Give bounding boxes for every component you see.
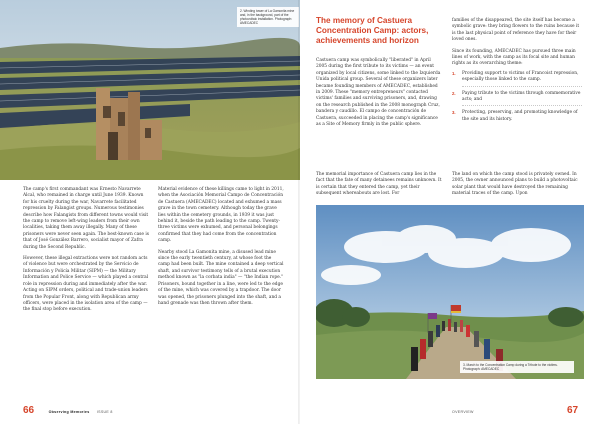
list-number: 1.	[452, 70, 456, 76]
list-text: Protecting, preserving, and promoting knowledge of the site and its history.	[462, 110, 578, 122]
objectives-list	[452, 71, 582, 123]
list-item	[452, 71, 582, 87]
paragraph: Nearby stood La Gamonita mine, a disused lead mine since the early twentieth century, at whose foot the camp had been built. The mine contained a deep vertical shaft, and survivor testimony tells of a brutal execution method known as "la corbata india" — "the Indian rope." Prisoners, bound together in a line, were led to the edge of the mine, which was covered by a trapdoor. The door was opened, the prisoners plunged into the shaft, and a hand grenade was then thrown after them.	[158, 249, 284, 306]
list-item	[452, 110, 582, 123]
left-column-1	[23, 187, 149, 319]
list-number: 3.	[452, 110, 456, 116]
solar-farm-photo	[0, 0, 300, 180]
photo-caption: 3. March to the Concentration Camp during a Tribute to the victims. Photograph: AMECADEC	[460, 361, 574, 373]
right-column-1	[316, 58, 442, 133]
list-text: Paying tribute to the victims through commemorative acts; and	[462, 90, 581, 103]
issue-label: ISSUE 8	[96, 410, 113, 414]
paragraph: Castuera camp was symbolically "liberated" in April 2005 during the first tribute to its victims — an event organized by local citizens, some linked to the Izquierda Unida political group. Several of these organizers later became founding members of AMECADEC, established in 2009. These "memory entrepreneurs" contacted victims' families and surviving prisoners, and, drawing on the research published in the 2008 monograph Cruz, bandera y caudillo. El campo de concentración de Castuera, succeeded in placing the camp's significance as a Site of Memory firmly in the public sphere.	[316, 58, 441, 128]
right-column-2	[452, 18, 582, 127]
paragraph: The memorial importance of Castuera camp lies in the fact that the fate of many detainees remains unknown. It is certain that they entered the camp, yet their subsequent whereabouts are lost. For	[316, 172, 442, 197]
right-page-number-wrap	[567, 400, 578, 418]
list-number: 2.	[452, 90, 456, 96]
right-column-3	[316, 172, 442, 203]
page-number: 67	[567, 405, 579, 416]
section-heading: The memory of Castuera Concentration Camp: actors, achievements and horizon	[316, 16, 429, 45]
paragraph: Material evidence of these killings came to light in 2011, when the Asociación Memorial Campo de Concentración de Castuera (AMECADEC) located and exhumed a mass grave in the town cemetery. Although today the grave lies within the cemetery grounds, in 1939 it was just behind it, beside the path leading to the camp. Twenty-three victims were exhumed, and personal belongings confirmed that they had come from the concentration camp.	[158, 187, 284, 244]
section-label: OVERVIEW	[452, 410, 474, 414]
right-column-4	[452, 172, 582, 203]
left-column-2	[158, 187, 284, 312]
page-number: 66	[23, 405, 35, 416]
right-footer	[452, 400, 474, 418]
list-text: Providing support to victims of Francoist repression, especially those linked to the camp.	[462, 70, 579, 83]
paragraph: Since its founding, AMECADEC has pursued three main lines of work, with the camp as its focal site and human rights as its overarching theme:	[452, 48, 576, 67]
list-item	[452, 91, 582, 107]
paragraph: The camp's first commandant was Ernesto Navarrete Alcal, who remained in charge until June 1939. Known for his cruelty during the war, Navarrete facilitated repression by Falangist groups. Numerous testimonies describe how Falangists from different towns would visit the camp to remove left-wing leaders from their own localities, taking them away illegally. Many of these prisoners were never seen again. The best-known case is that of José González Barrero, socialist mayor of Zafra during the Second Republic.	[23, 187, 149, 250]
photo-caption: 2. Winding tower of La Gamonita mine and, in the background, part of the photovoltaic installation. Photograph: AMECADEC	[237, 7, 299, 27]
magazine-title: Observing Memories	[48, 410, 90, 414]
paragraph: The land on which the camp stood is privately owned. In 2005, the owner announced plans to build a photovoltaic solar plant that would have destroyed the remaining material traces of the camp. Upon	[452, 172, 578, 197]
march-photo	[316, 205, 584, 379]
paragraph: However, these illegal extractions were not random acts of violence but were orchestrated by the Servicio de Información y Policía Militar (SIPM) — the Military Information and Police Service — which played a central role in repression during and immediately after the war. Acting on SIPM orders, political and trade-union leaders from the Popular Front, along with Republican army officers, were placed in the isolation area of the camp — the final stop before execution.	[23, 256, 149, 313]
left-footer	[23, 400, 113, 418]
paragraph: families of the disappeared, the site itself has become a symbolic grave: they bring flowers to the ruins because it is the last physical point of reference they have for their loved ones.	[452, 18, 580, 43]
